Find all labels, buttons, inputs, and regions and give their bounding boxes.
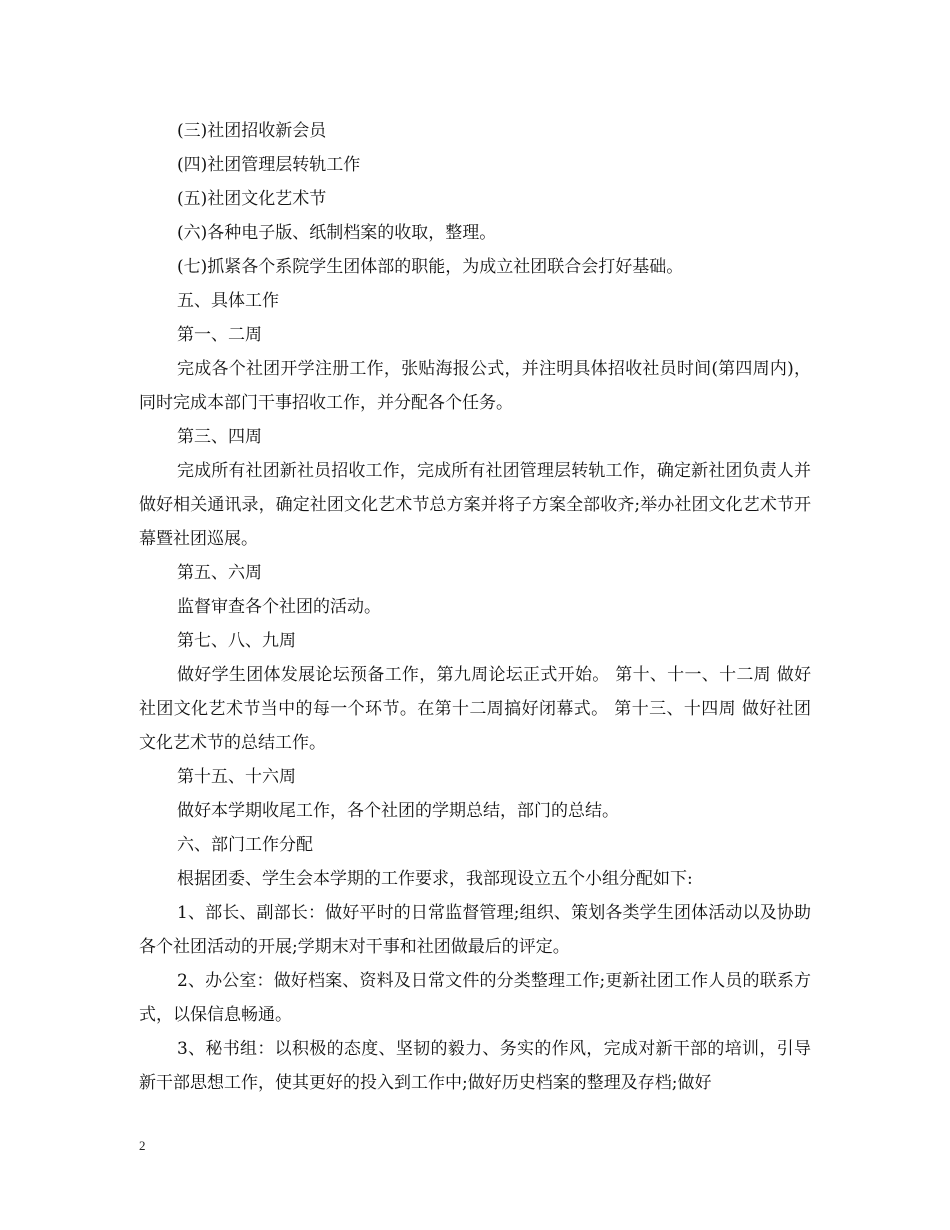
week-heading: 第三、四周 (177, 427, 262, 447)
paragraph: 完成所有社团新社员招收工作，完成所有社团管理层转轨工作，确定新社团负责人并做好相关通讯录，确定社团文化艺术节总方案并将子方案全部收齐;举办社团文化艺术节开幕暨社团巡展。 (139, 461, 811, 549)
week-heading: 第一、二周 (177, 325, 262, 345)
paragraph: (三)社团招收新会员 (177, 121, 327, 141)
week-heading: 第五、六周 (177, 563, 262, 583)
paragraph: 监督审查各个社团的活动。 (177, 597, 381, 617)
paragraph: 完成各个社团开学注册工作，张贴海报公式，并注明具体招收社员时间(第四周内)，同时完成本部门干事招收工作，并分配各个任务。 (139, 359, 811, 413)
paragraph: 1、部长、副部长：做好平时的日常监督管理;组织、策划各类学生团体活动以及协助各个社团活动的开展;学期末对干事和社团做最后的评定。 (139, 903, 811, 957)
document-body (139, 114, 811, 1100)
week-heading: 第七、八、九周 (177, 631, 296, 651)
paragraph: 做好本学期收尾工作，各个社团的学期总结，部门的总结。 (177, 801, 619, 821)
paragraph: 做好学生团体发展论坛预备工作，第九周论坛正式开始。 第十、十一、十二周 做好社团文化艺术节当中的每一个环节。在第十二周搞好闭幕式。 第十三、十四周 做好社团文化艺术节的总结工作。 (139, 665, 811, 753)
page-number: 2 (139, 1138, 146, 1153)
section-heading: 五、具体工作 (177, 291, 279, 311)
paragraph: 根据团委、学生会本学期的工作要求，我部现设立五个小组分配如下: (177, 869, 693, 889)
paragraph: (四)社团管理层转轨工作 (177, 155, 361, 175)
paragraph: (五)社团文化艺术节 (177, 189, 327, 209)
paragraph: 3、秘书组：以积极的态度、坚韧的毅力、务实的作风，完成对新干部的培训，引导新干部思想工作，使其更好的投入到工作中;做好历史档案的整理及存档;做好 (139, 1039, 811, 1093)
paragraph: (七)抓紧各个系院学生团体部的职能，为成立社团联合会打好基础。 (177, 257, 684, 277)
paragraph: (六)各种电子版、纸制档案的收取，整理。 (177, 223, 497, 243)
section-heading: 六、部门工作分配 (177, 835, 313, 855)
week-heading: 第十五、十六周 (177, 767, 296, 787)
paragraph: 2、办公室：做好档案、资料及日常文件的分类整理工作;更新社团工作人员的联系方式，以保信息畅通。 (139, 971, 811, 1025)
